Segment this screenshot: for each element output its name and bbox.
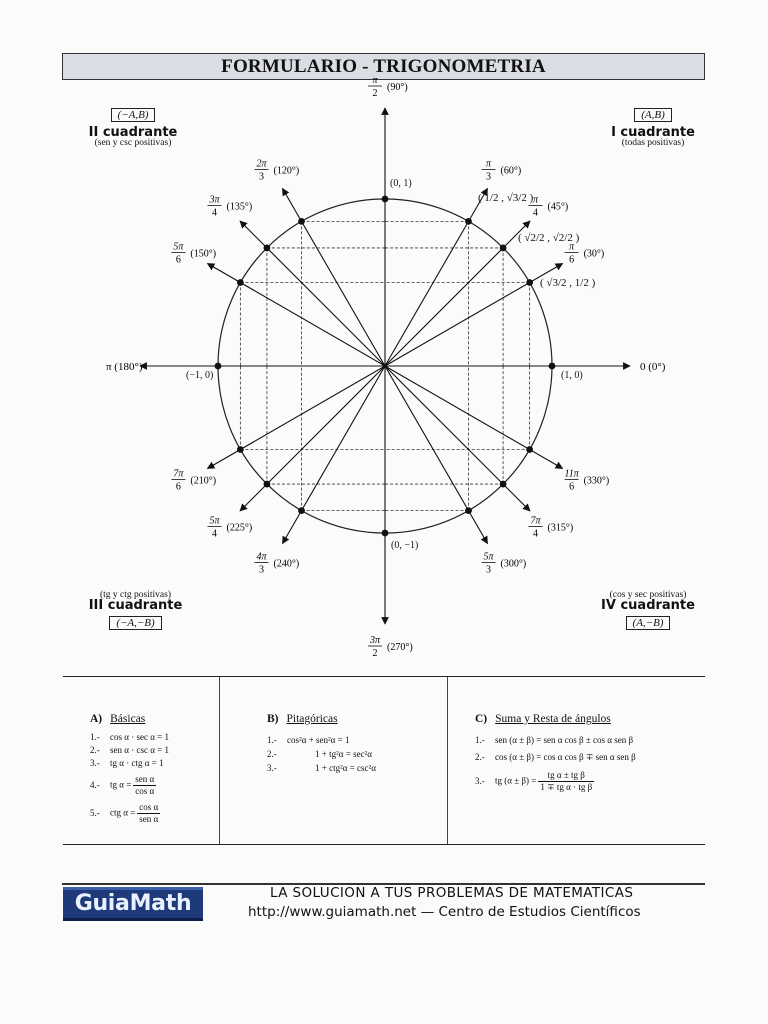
angle-num-135: 3π [209, 194, 220, 206]
point-label-bottom: (0, −1) [391, 540, 419, 551]
angle-den-60: 3 [486, 171, 491, 183]
angle-num-240: 4π [256, 551, 267, 563]
angle-label-30 [565, 242, 605, 266]
quadrant-1-note: (todas positivas) [621, 138, 685, 148]
angle-num-225: 5π [209, 515, 220, 527]
quadrant-4-note: (cos y sec positivas) [609, 590, 687, 600]
basic-2-num: 2.- [90, 745, 100, 755]
sum-1 [475, 735, 633, 745]
angle-deg-225: (225°) [226, 522, 253, 534]
angle-label-315 [529, 516, 574, 540]
basic-3-text: tg α · ctg α = 1 [110, 758, 164, 768]
angle-num-270: 3π [369, 635, 381, 646]
angle-num-45: π [533, 194, 539, 206]
quadrant-2-name: II cuadrante [88, 125, 178, 140]
angle-den-270: 2 [372, 648, 378, 659]
sum-3-num: 3.- [475, 775, 485, 786]
angle-den-300: 3 [486, 564, 491, 576]
basic-letter: A) [90, 713, 103, 725]
angle-den-210: 6 [175, 481, 181, 493]
angle-den-135: 4 [211, 207, 217, 219]
sum-3-denominator: 1 ∓ tg α · tg β [540, 782, 593, 792]
angle-den-240: 3 [259, 564, 264, 576]
angle-num-315: 7π [530, 515, 541, 527]
angle-deg-150: (150°) [190, 248, 217, 260]
angle-den-225: 4 [211, 528, 217, 540]
ray-30 [385, 264, 563, 367]
point-300 [465, 507, 472, 514]
angle-text-180: π (180°) [106, 361, 143, 373]
point-30 [526, 279, 533, 286]
angle-num-60: π [485, 158, 492, 170]
ray-60 [385, 188, 488, 366]
quadrant-1 [598, 105, 708, 148]
coord-60: ( 1/2 , √3/2 ) [478, 192, 534, 204]
quadrant-3-coord: (−A,−B) [109, 616, 161, 630]
point-120 [298, 218, 305, 225]
angle-den-120: 3 [259, 171, 264, 183]
angle-den-315: 4 [533, 528, 539, 540]
pyth-heading [267, 713, 338, 725]
angle-deg-90: (90°) [387, 82, 408, 93]
quadrant-2-coord: (−A,B) [111, 108, 156, 122]
angle-num-90: π [372, 75, 378, 86]
ray-135 [240, 221, 385, 366]
angle-label-135 [207, 194, 252, 218]
angle-label-225 [207, 516, 252, 540]
angle-deg-210: (210°) [190, 475, 217, 487]
pyth-1-num: 1.- [267, 735, 277, 745]
sum-3-numerator: tg α ± tg β [538, 770, 594, 782]
quadrant-2 [78, 105, 188, 148]
quadrant-2-note: (sen y csc positivas) [94, 138, 172, 148]
formulas-sum-difference [447, 677, 706, 844]
angle-num-210: 7π [173, 468, 184, 480]
angle-rays [140, 108, 630, 624]
sum-title: Suma y Resta de ángulos [495, 713, 611, 725]
point-225 [264, 481, 271, 488]
angle-num-150: 5π [173, 241, 184, 253]
basic-3-num: 3.- [90, 758, 100, 768]
quadrant-1-coord: (A,B) [634, 108, 672, 122]
pyth-title: Pitagóricas [286, 713, 338, 725]
sum-3 [475, 770, 594, 793]
footer-tagline: LA SOLUCION A TUS PROBLEMAS DE MATEMATICAS [270, 885, 634, 901]
angle-num-120: 2π [256, 158, 267, 170]
quadrant-4-name: IV cuadrante [601, 598, 695, 613]
angle-deg-45: (45°) [547, 201, 569, 213]
basic-4-numerator: sen α [135, 774, 155, 784]
angle-deg-30: (30°) [583, 248, 605, 260]
angle-label-300 [482, 552, 527, 576]
basic-5 [90, 802, 160, 825]
point-270 [382, 530, 389, 537]
quadrant-4 [588, 590, 708, 631]
sum-3-lhs: tg (α ± β) = [495, 775, 537, 786]
quadrant-4-coord: (A,−B) [626, 616, 671, 630]
coord-60-y: √3/2 [506, 192, 527, 204]
angle-deg-135: (135°) [226, 201, 253, 213]
ray-330 [385, 366, 563, 469]
formulas-basic [63, 677, 218, 844]
ray-45 [385, 221, 530, 366]
formulas-section [63, 676, 705, 845]
point-0 [549, 363, 556, 370]
basic-title: Básicas [110, 713, 146, 725]
guiamath-logo: GuiaMath [63, 887, 203, 921]
angle-num-30: π [569, 241, 575, 253]
coord-45-x: √2/2 [524, 232, 545, 244]
angle-deg-240: (240°) [273, 558, 300, 570]
basic-5-numerator: cos α [139, 802, 159, 812]
sum-letter: C) [475, 713, 488, 725]
point-90 [382, 196, 389, 203]
quadrant-1-name: I cuadrante [611, 125, 695, 140]
pyth-2 [267, 749, 372, 759]
point-60 [465, 218, 472, 225]
pyth-letter: B) [267, 713, 279, 725]
angle-deg-270: (270°) [387, 642, 413, 653]
sum-2-num: 2.- [475, 752, 485, 762]
pyth-1 [267, 735, 349, 745]
basic-4-denominator: cos α [135, 786, 155, 796]
basic-1 [90, 732, 169, 742]
basic-2 [90, 745, 169, 755]
angle-label-45 [529, 194, 569, 218]
coord-30-x: √3/2 [546, 277, 567, 289]
angle-label-120 [255, 158, 300, 182]
quadrant-3-name: III cuadrante [88, 598, 183, 613]
coord-60-x: 1/2 [484, 192, 499, 204]
point-label-left: (−1, 0) [186, 370, 214, 381]
point-330 [526, 446, 533, 453]
angle-label-180 [106, 361, 143, 373]
basic-4-num: 4.- [90, 779, 100, 790]
angle-den-45: 4 [533, 207, 539, 219]
basic-5-fraction [137, 802, 160, 825]
pyth-3-text: 1 + ctg²α = csc²α [315, 763, 376, 773]
basic-2-text: sen α · csc α = 1 [110, 745, 169, 755]
basic-5-num: 5.- [90, 807, 100, 818]
sum-1-num: 1.- [475, 735, 485, 745]
coord-30-y: 1/2 [574, 277, 589, 289]
angle-label-240 [255, 552, 300, 576]
basic-4-lhs: tg α = [110, 779, 132, 790]
pyth-3 [267, 763, 376, 773]
sum-2 [475, 752, 636, 763]
coord-30: ( √3/2 , 1/2 ) [540, 277, 596, 289]
ray-240 [283, 366, 386, 544]
basic-1-num: 1.- [90, 732, 100, 742]
angle-den-150: 6 [175, 254, 181, 266]
angle-den-330: 6 [569, 481, 575, 493]
angle-den-30: 6 [569, 254, 575, 266]
basic-5-denominator: sen α [139, 814, 159, 824]
quadrant-3 [78, 590, 193, 631]
basic-heading [90, 713, 145, 725]
angle-label-90 [368, 75, 408, 99]
ray-315 [385, 366, 530, 511]
angle-deg-300: (300°) [500, 558, 527, 570]
point-label-top: (0, 1) [390, 178, 412, 189]
angle-deg-315: (315°) [547, 522, 574, 534]
angle-den-90: 2 [372, 88, 378, 99]
pyth-1-text: cos²α + sen²α = 1 [287, 735, 350, 745]
basic-5-lhs: ctg α = [110, 807, 136, 818]
formulas-pythagorean [219, 677, 448, 844]
basic-4 [90, 774, 156, 797]
basic-4-fraction [133, 774, 156, 797]
coord-45-y: √2/2 [552, 232, 573, 244]
pyth-2-text: 1 + tg²α = sec²α [315, 749, 372, 759]
angle-num-330: 11π [564, 468, 579, 480]
point-135 [264, 245, 271, 252]
angle-label-60 [482, 158, 522, 182]
point-210 [237, 446, 244, 453]
basic-3 [90, 758, 164, 768]
angle-label-150 [171, 242, 216, 266]
angle-label-270 [368, 635, 413, 659]
ray-225 [240, 366, 385, 511]
page-title: FORMULARIO - TRIGONOMETRIA [62, 53, 705, 80]
sum-3-fraction [538, 770, 594, 793]
point-180 [215, 363, 222, 370]
pyth-3-num: 3.- [267, 763, 277, 773]
quadrant-3-note: (tg y ctg positivas) [100, 590, 171, 600]
sum-1-text: sen (α ± β) = sen α cos β ± cos α sen β [495, 735, 634, 745]
coord-45: ( √2/2 , √2/2 ) [518, 232, 580, 244]
angle-label-0 [640, 361, 666, 373]
sum-heading [475, 713, 611, 725]
angle-deg-120: (120°) [273, 165, 300, 177]
ray-300 [385, 366, 488, 544]
ray-150 [207, 264, 385, 367]
angle-label-210 [171, 469, 216, 493]
footer-url: http://www.guiamath.net — Centro de Estudios Científicos [248, 904, 641, 920]
ray-120 [283, 188, 386, 366]
angle-label-330 [564, 469, 609, 493]
sum-2-text: cos (α ± β) = cos α cos β ∓ sen α sen β [495, 752, 636, 762]
angle-num-300: 5π [483, 551, 494, 563]
pyth-2-num: 2.- [267, 749, 277, 759]
angle-deg-60: (60°) [500, 165, 522, 177]
point-150 [237, 279, 244, 286]
basic-1-text: cos α · sec α = 1 [110, 732, 169, 742]
angle-deg-330: (330°) [583, 475, 610, 487]
point-45 [500, 245, 507, 252]
point-315 [500, 481, 507, 488]
ray-210 [207, 366, 385, 469]
point-240 [298, 507, 305, 514]
point-label-right: (1, 0) [561, 370, 583, 381]
angle-text-0: 0 (0°) [640, 361, 666, 373]
